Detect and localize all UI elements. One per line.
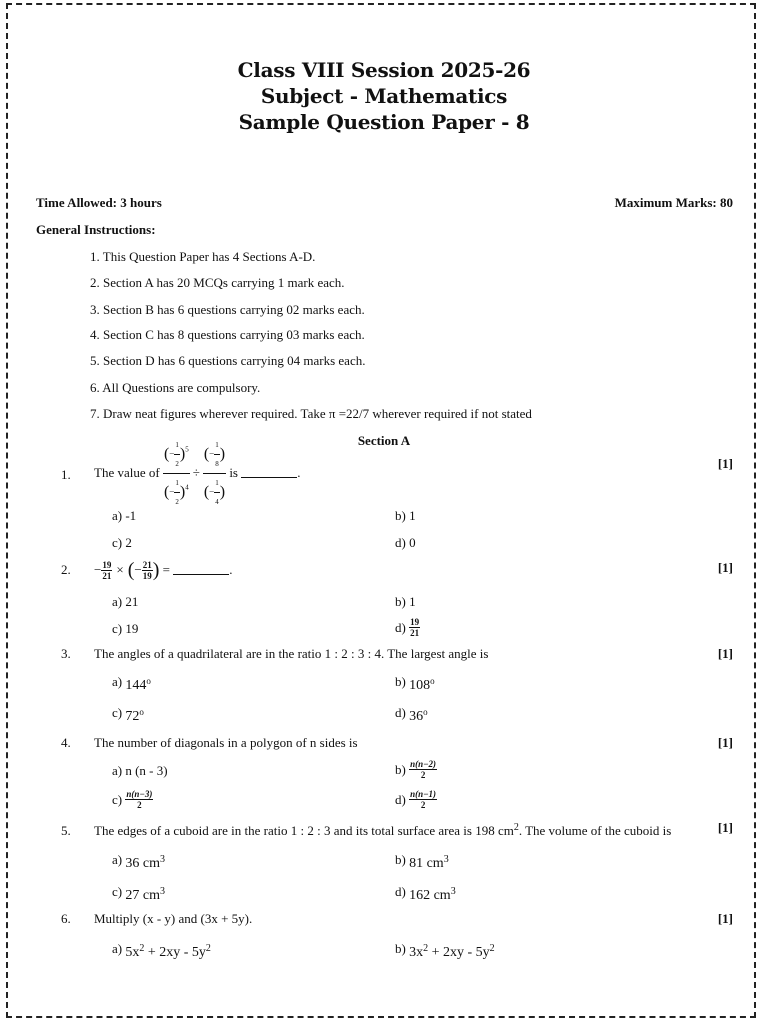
question-text: Multiply (x - y) and (3x + 5y). — [94, 911, 253, 926]
option-b[interactable] — [395, 852, 449, 872]
option-b[interactable]: b) 1 — [395, 508, 416, 523]
question-number: 3. — [61, 646, 71, 661]
question-number: 1. — [61, 467, 71, 482]
option-a[interactable]: a) n (n - 3) — [112, 763, 168, 778]
blank-end: . — [229, 562, 233, 577]
question-text: The number of diagonals in a polygon of n sides is — [94, 735, 358, 750]
question-marks: [1] — [717, 456, 733, 471]
superscript: 2 — [205, 943, 211, 954]
question-marks: [1] — [717, 820, 733, 835]
option-c[interactable]: c) $\frac{n(n-3)}{2}$ — [112, 789, 153, 810]
question-marks: [1] — [717, 911, 733, 926]
option-d[interactable]: d) $\frac{n(n-1)}{2}$ — [395, 789, 437, 810]
question-text — [94, 823, 671, 839]
option-label: a) — [112, 852, 123, 867]
superscript: 3 — [450, 886, 456, 897]
degree-mark: o — [139, 707, 144, 717]
instruction-item: 4. Section C has 8 questions carrying 03 marks each. — [90, 327, 365, 342]
option-label: a) — [112, 674, 123, 689]
option-a[interactable] — [112, 852, 165, 872]
option-c[interactable] — [112, 705, 144, 725]
question-text: The value of (− $\frac{1}{2}$ )$^5$ (− $\frac{1}{2}$ )$^4$ ÷ (− $\frac{1}{8}$ ) (− $\frac{1}{4}$ ) is . — [94, 451, 300, 495]
option-b[interactable] — [395, 941, 495, 961]
option-label: d) — [395, 619, 406, 635]
option-value: 81 cm — [409, 856, 444, 871]
superscript: 2 — [139, 943, 145, 954]
general-instructions-heading: General Instructions: — [36, 222, 156, 237]
option-d[interactable]: d) 0 — [395, 535, 416, 550]
option-a[interactable] — [112, 674, 151, 694]
option-b[interactable]: b) $\frac{n(n-2)}{2}$ — [395, 759, 437, 780]
question-suffix: is — [229, 465, 238, 480]
section-a-heading: Section A — [357, 433, 411, 448]
question-marks: [1] — [717, 646, 733, 661]
option-value: 144 — [125, 678, 147, 693]
superscript: 2 — [513, 822, 519, 833]
question-text: − $\frac{19}{21}$ × ( − $\frac{21}{19}$ ) = . — [94, 559, 233, 581]
question-number: 5. — [61, 823, 71, 838]
title-paper: Sample Question Paper - 8 — [238, 110, 530, 134]
option-b[interactable]: b) 1 — [395, 594, 416, 609]
option-value: 36 — [409, 709, 424, 724]
instruction-item: 6. All Questions are compulsory. — [90, 380, 261, 395]
degree-mark: o — [430, 676, 435, 686]
question-text-main: The edges of a cuboid are in the ratio 1 : 2 : 3 and its total surface area is 198 cm — [94, 823, 514, 838]
title-class: Class VIII Session 2025-26 — [237, 58, 531, 82]
option-c[interactable]: c) 2 — [112, 535, 132, 550]
instruction-item: 5. Section D has 6 questions carrying 04 marks each. — [90, 353, 366, 368]
option-c[interactable] — [112, 884, 165, 904]
fraction-expression: (− $\frac{1}{8}$ ) (− $\frac{1}{4}$ ) — [203, 436, 226, 511]
question-prefix: The value of — [94, 465, 160, 480]
question-number: 4. — [61, 735, 71, 750]
title-subject: Subject - Mathematics — [260, 84, 508, 108]
option-value: + 2xy - 5y — [428, 945, 490, 960]
option-label: a) — [112, 941, 123, 956]
option-label: b) — [395, 674, 406, 689]
superscript: 3 — [443, 854, 449, 865]
superscript: 2 — [489, 943, 495, 954]
option-label: c) — [112, 884, 123, 899]
question-marks: [1] — [717, 560, 733, 575]
option-label: b) — [395, 941, 406, 956]
fraction-expression: (− $\frac{1}{2}$ )$^5$ (− $\frac{1}{2}$ )$^4$ — [163, 436, 190, 511]
question-number: 6. — [61, 911, 71, 926]
answer-blank — [241, 468, 297, 478]
option-d[interactable] — [395, 884, 456, 904]
option-value: 72 — [125, 709, 140, 724]
maximum-marks: Maximum Marks: 80 — [614, 195, 733, 210]
option-label: c) — [112, 705, 123, 720]
answer-blank — [173, 565, 229, 575]
instruction-item: 3. Section B has 6 questions carrying 02 marks each. — [90, 302, 365, 317]
option-a[interactable]: a) 21 — [112, 594, 139, 609]
option-a[interactable] — [112, 941, 211, 961]
option-label: c) — [112, 791, 123, 807]
time-allowed: Time Allowed: 3 hours — [36, 195, 162, 210]
option-d[interactable]: d) $\frac{19}{21}$ — [395, 617, 420, 638]
option-value: + 2xy - 5y — [144, 945, 206, 960]
option-value: 3x — [409, 945, 424, 960]
option-label: b) — [395, 852, 406, 867]
question-number: 2. — [61, 562, 71, 577]
instruction-item: 2. Section A has 20 MCQs carrying 1 mark each. — [90, 275, 345, 290]
instruction-item: 7. Draw neat figures wherever required. Take π =22/7 wherever required if not stated — [90, 406, 532, 421]
option-label: d) — [395, 791, 406, 807]
option-value: 36 cm — [125, 856, 160, 871]
superscript: 3 — [159, 886, 165, 897]
option-value: 5x — [125, 945, 140, 960]
option-value: 108 — [409, 678, 431, 693]
option-label: d) — [395, 705, 406, 720]
degree-mark: o — [146, 676, 151, 686]
superscript: 2 — [423, 943, 429, 954]
degree-mark: o — [423, 707, 428, 717]
blank-end: . — [297, 465, 301, 480]
option-a[interactable]: a) -1 — [112, 508, 137, 523]
option-value: 162 cm — [409, 888, 451, 903]
option-label: d) — [395, 884, 406, 899]
option-label: b) — [395, 761, 406, 777]
question-text-end: . The volume of the cuboid is — [518, 823, 672, 838]
superscript: 3 — [159, 854, 165, 865]
question-text: The angles of a quadrilateral are in the ratio 1 : 2 : 3 : 4. The largest angle is — [94, 646, 489, 661]
instruction-item: 1. This Question Paper has 4 Sections A-D. — [90, 249, 316, 264]
question-marks: [1] — [717, 735, 733, 750]
option-b[interactable] — [395, 674, 435, 694]
option-d[interactable] — [395, 705, 428, 725]
option-c[interactable]: c) 19 — [112, 621, 139, 636]
paper-title — [0, 57, 768, 135]
option-value: 27 cm — [125, 888, 160, 903]
equals-sign: = — [162, 562, 170, 577]
